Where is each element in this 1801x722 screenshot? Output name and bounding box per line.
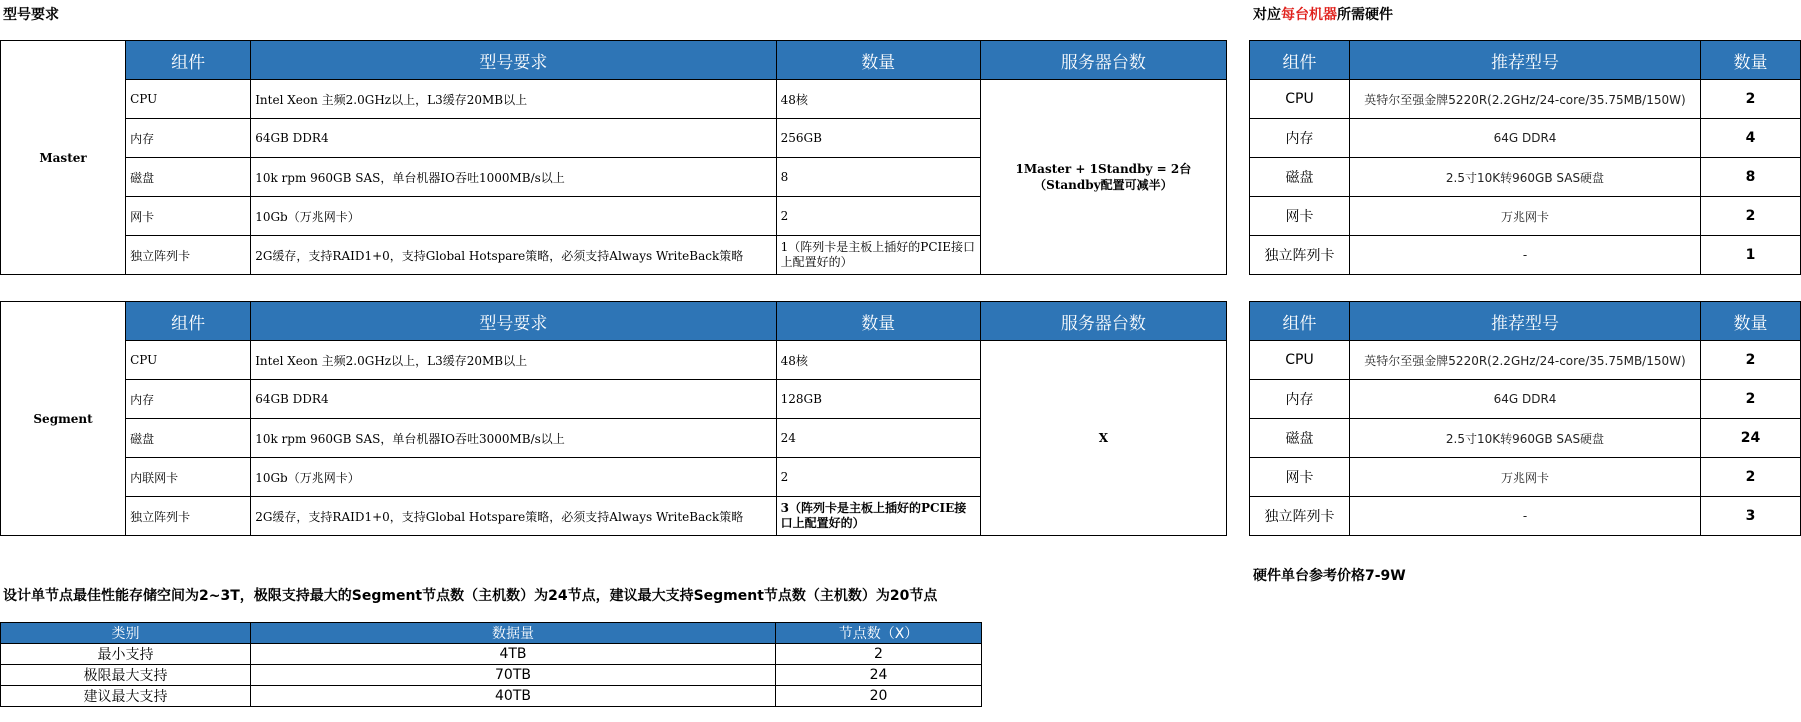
rec-component: 独立阵列卡 (1250, 497, 1350, 536)
component-cell: CPU (126, 80, 251, 119)
segment-spec-table (0, 301, 1227, 536)
rec-component: 网卡 (1250, 458, 1350, 497)
qty-cell: 1（阵列卡是主板上插好的PCIE接口上配置好的） (776, 236, 980, 275)
component-cell: 独立阵列卡 (126, 236, 251, 275)
header-servers: 服务器台数 (980, 302, 1226, 341)
table-row (1250, 458, 1801, 497)
capacity-header-nodes: 节点数（X） (776, 623, 982, 644)
capacity-header-category: 类别 (1, 623, 251, 644)
rec-component: 独立阵列卡 (1250, 236, 1350, 275)
table-row (1250, 419, 1801, 458)
header-component: 组件 (126, 302, 251, 341)
rec-model: 英特尔至强金牌5220R(2.2GHz/24-core/35.75MB/150W) (1350, 341, 1701, 380)
page-title-left: 型号要求 (3, 7, 59, 23)
qty-cell: 2 (776, 197, 980, 236)
component-cell: 磁盘 (126, 419, 251, 458)
title-right-post: 所需硬件 (1337, 7, 1393, 23)
rec-header-qty: 数量 (1701, 302, 1801, 341)
master-header-row (1, 41, 1227, 80)
rec-model: 万兆网卡 (1350, 458, 1701, 497)
spec-cell: Intel Xeon 主频2.0GHz以上，L3缓存20MB以上 (251, 80, 776, 119)
header-component: 组件 (126, 41, 251, 80)
header-spec: 型号要求 (251, 302, 776, 341)
qty-cell: 48核 (776, 80, 980, 119)
rec-qty: 24 (1701, 419, 1801, 458)
component-cell: 内存 (126, 119, 251, 158)
rec-header-component: 组件 (1250, 41, 1350, 80)
master-rec-table (1249, 40, 1801, 275)
rec-header-component: 组件 (1250, 302, 1350, 341)
rec-component: 磁盘 (1250, 158, 1350, 197)
segment-rec-table (1249, 301, 1801, 536)
table-row (1250, 197, 1801, 236)
spec-cell: 10k rpm 960GB SAS，单台机器IO吞吐1000MB/s以上 (251, 158, 776, 197)
table-row (1, 686, 982, 707)
qty-cell: 8 (776, 158, 980, 197)
rec-component: 网卡 (1250, 197, 1350, 236)
rec-component: 内存 (1250, 380, 1350, 419)
page-title-right (1253, 4, 1393, 24)
table-row (1, 665, 982, 686)
rec-header-qty: 数量 (1701, 41, 1801, 80)
table-row (1250, 119, 1801, 158)
price-note: 硬件单台参考价格7-9W (1253, 568, 1406, 584)
capacity-data: 4TB (251, 644, 776, 665)
rec-qty: 2 (1701, 380, 1801, 419)
table-row (1250, 80, 1801, 119)
header-spec: 型号要求 (251, 41, 776, 80)
rec-model: 64G DDR4 (1350, 380, 1701, 419)
rec-qty: 2 (1701, 458, 1801, 497)
qty-cell: 256GB (776, 119, 980, 158)
capacity-nodes: 20 (776, 686, 982, 707)
rec-qty: 8 (1701, 158, 1801, 197)
master-servers: 1Master + 1Standby = 2台（Standby配置可减半） (980, 80, 1226, 275)
capacity-nodes: 2 (776, 644, 982, 665)
rec-model: 64G DDR4 (1350, 119, 1701, 158)
capacity-nodes: 24 (776, 665, 982, 686)
capacity-data: 40TB (251, 686, 776, 707)
design-note: 设计单节点最佳性能存储空间为2~3T，极限支持最大的Segment节点数（主机数）为24节点，建议最大支持Segment节点数（主机数）为20节点 (3, 588, 938, 604)
component-cell: 内存 (126, 380, 251, 419)
capacity-table (0, 622, 982, 707)
capacity-data: 70TB (251, 665, 776, 686)
capacity-category: 极限最大支持 (1, 665, 251, 686)
rec-header-row (1250, 41, 1801, 80)
table-row (1250, 236, 1801, 275)
qty-cell: 2 (776, 458, 980, 497)
table-row (1, 341, 1227, 380)
rec-qty: 2 (1701, 341, 1801, 380)
rec-model: - (1350, 497, 1701, 536)
title-right-pre: 对应 (1253, 7, 1281, 23)
spec-cell: 10Gb（万兆网卡） (251, 197, 776, 236)
segment-servers: X (980, 341, 1226, 536)
table-row (1, 80, 1227, 119)
spec-cell: 64GB DDR4 (251, 380, 776, 419)
rec-component: CPU (1250, 341, 1350, 380)
segment-label: Segment (1, 302, 126, 536)
segment-header-row (1, 302, 1227, 341)
spec-cell: 64GB DDR4 (251, 119, 776, 158)
master-spec-table (0, 40, 1227, 275)
rec-qty: 4 (1701, 119, 1801, 158)
header-servers: 服务器台数 (980, 41, 1226, 80)
qty-cell: 48核 (776, 341, 980, 380)
rec-header-row (1250, 302, 1801, 341)
rec-header-model: 推荐型号 (1350, 41, 1701, 80)
qty-cell: 3（阵列卡是主板上插好的PCIE接口上配置好的） (776, 497, 980, 536)
header-qty: 数量 (776, 41, 980, 80)
qty-cell: 128GB (776, 380, 980, 419)
component-cell: 网卡 (126, 197, 251, 236)
table-row (1250, 497, 1801, 536)
rec-model: 英特尔至强金牌5220R(2.2GHz/24-core/35.75MB/150W) (1350, 80, 1701, 119)
component-cell: 内联网卡 (126, 458, 251, 497)
rec-qty: 1 (1701, 236, 1801, 275)
capacity-header-row (1, 623, 982, 644)
rec-header-model: 推荐型号 (1350, 302, 1701, 341)
spec-cell: 2G缓存，支持RAID1+0，支持Global Hotspare策略，必须支持Always WriteBack策略 (251, 497, 776, 536)
capacity-header-data: 数据量 (251, 623, 776, 644)
rec-model: 万兆网卡 (1350, 197, 1701, 236)
table-row (1, 644, 982, 665)
rec-model: 2.5寸10K转960GB SAS硬盘 (1350, 419, 1701, 458)
rec-model: - (1350, 236, 1701, 275)
rec-component: CPU (1250, 80, 1350, 119)
rec-qty: 3 (1701, 497, 1801, 536)
title-right-highlight: 每台机器 (1281, 7, 1337, 23)
spec-cell: 10k rpm 960GB SAS，单台机器IO吞吐3000MB/s以上 (251, 419, 776, 458)
component-cell: 独立阵列卡 (126, 497, 251, 536)
capacity-category: 最小支持 (1, 644, 251, 665)
component-cell: CPU (126, 341, 251, 380)
rec-component: 内存 (1250, 119, 1350, 158)
spec-cell: 10Gb（万兆网卡） (251, 458, 776, 497)
table-row (1250, 380, 1801, 419)
rec-component: 磁盘 (1250, 419, 1350, 458)
table-row (1250, 158, 1801, 197)
capacity-category: 建议最大支持 (1, 686, 251, 707)
spec-cell: Intel Xeon 主频2.0GHz以上，L3缓存20MB以上 (251, 341, 776, 380)
rec-model: 2.5寸10K转960GB SAS硬盘 (1350, 158, 1701, 197)
component-cell: 磁盘 (126, 158, 251, 197)
rec-qty: 2 (1701, 80, 1801, 119)
rec-qty: 2 (1701, 197, 1801, 236)
master-label: Master (1, 41, 126, 275)
qty-cell: 24 (776, 419, 980, 458)
spec-cell: 2G缓存，支持RAID1+0，支持Global Hotspare策略，必须支持Always WriteBack策略 (251, 236, 776, 275)
table-row (1250, 341, 1801, 380)
header-qty: 数量 (776, 302, 980, 341)
